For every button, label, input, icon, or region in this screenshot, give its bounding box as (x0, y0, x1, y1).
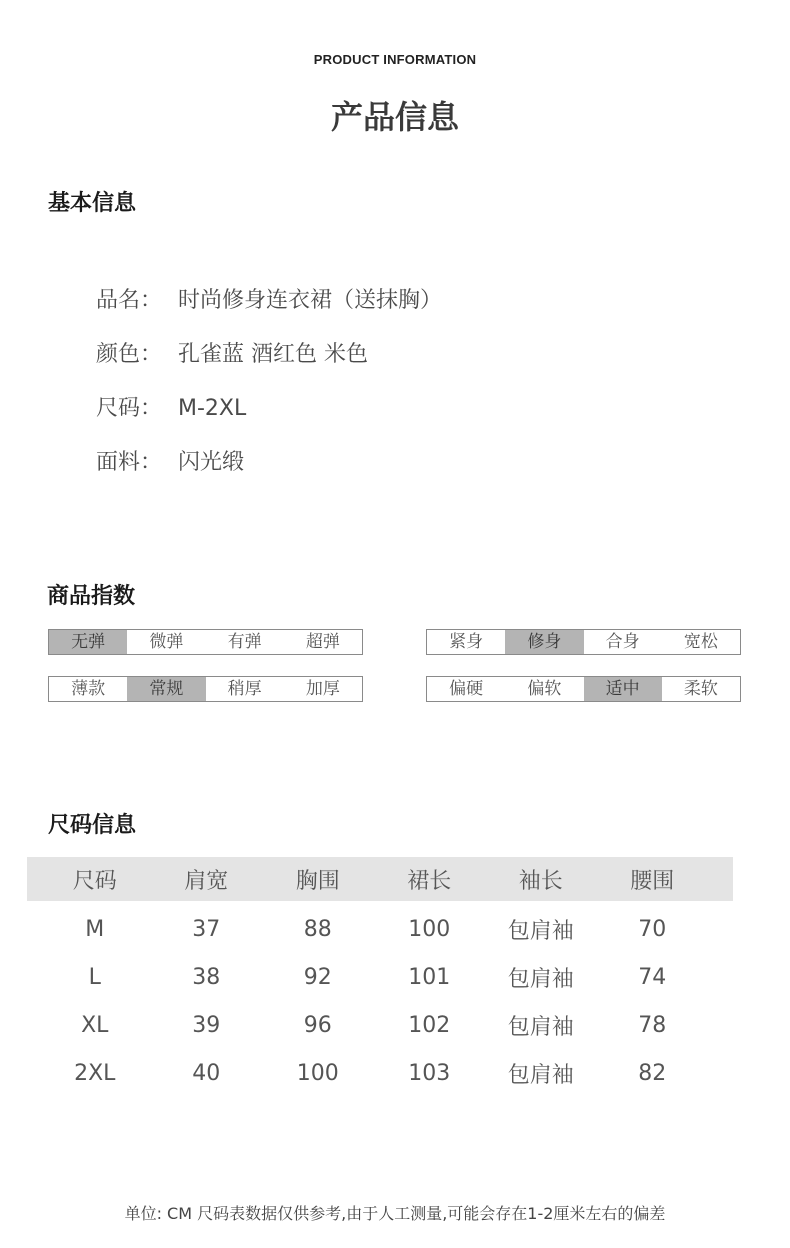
size-cell: 88 (303, 916, 332, 942)
header-title-en: PRODUCT INFORMATION (313, 52, 477, 67)
size-cell: 38 (192, 964, 221, 990)
info-label: 颜色： (96, 342, 163, 367)
size-disclaimer: 单位: CM 尺码表数据仅供参考,由于人工测量,可能会存在1-2厘米左右的偏差 (124, 1204, 666, 1223)
size-table-header (27, 857, 733, 901)
size-header-cell: 裙长 (407, 868, 452, 894)
fit-index (426, 629, 741, 655)
info-label: 面料： (96, 450, 163, 475)
size-cell: 37 (192, 916, 221, 942)
index-option: 薄款 (71, 679, 106, 699)
size-cell: XL (81, 1012, 109, 1038)
size-cell: 70 (638, 916, 667, 942)
index-option: 偏软 (527, 679, 562, 699)
size-cell: 包肩袖 (507, 1062, 574, 1088)
size-cell: 100 (296, 1060, 339, 1086)
index-option: 偏硬 (449, 679, 484, 699)
size-cell: 74 (638, 964, 667, 990)
index-option: 有弹 (227, 632, 262, 652)
basic-info-title: 基本信息 (48, 191, 137, 216)
size-header-cell: 腰围 (630, 868, 675, 894)
info-row-name (96, 284, 442, 318)
info-value: 时尚修身连衣裙（送抹胸） (178, 288, 443, 313)
table-row (27, 953, 733, 1001)
index-option: 宽松 (683, 632, 718, 652)
size-cell: L (88, 964, 101, 990)
info-label: 尺码： (96, 396, 163, 421)
thickness-index (48, 676, 363, 702)
info-value: 闪光缎 (178, 450, 245, 475)
size-header-cell: 肩宽 (184, 868, 229, 894)
size-cell: 100 (408, 916, 451, 942)
softness-index (426, 676, 741, 702)
size-cell: 103 (408, 1060, 451, 1086)
size-cell: 40 (192, 1060, 221, 1086)
size-cell: 2XL (74, 1060, 116, 1086)
info-value: M-2XL (178, 396, 247, 421)
index-option: 柔软 (683, 679, 718, 699)
size-cell: 102 (408, 1012, 451, 1038)
header-title-cn: 产品信息 (330, 98, 459, 136)
index-option-selected: 适中 (584, 677, 662, 701)
size-info-title: 尺码信息 (48, 813, 137, 838)
table-row (27, 1001, 733, 1049)
index-option: 加厚 (305, 679, 340, 699)
size-header-cell: 胸围 (295, 868, 340, 894)
index-option: 微弹 (149, 632, 184, 652)
index-option-selected: 无弹 (49, 630, 127, 654)
table-row (27, 1049, 733, 1097)
info-row-color (96, 338, 368, 372)
size-cell: M (85, 916, 105, 942)
product-index-title: 商品指数 (47, 584, 136, 609)
info-row-size (96, 392, 246, 426)
size-cell: 92 (303, 964, 332, 990)
size-cell: 82 (638, 1060, 667, 1086)
size-cell: 96 (303, 1012, 332, 1038)
size-cell: 包肩袖 (507, 966, 574, 992)
index-option: 超弹 (305, 632, 340, 652)
size-table (27, 857, 733, 1097)
size-cell: 包肩袖 (507, 1014, 574, 1040)
index-option: 合身 (605, 632, 640, 652)
table-row (27, 905, 733, 953)
info-label: 品名： (96, 288, 163, 313)
size-cell: 39 (192, 1012, 221, 1038)
info-value: 孔雀蓝 酒红色 米色 (178, 342, 368, 367)
size-header-cell: 袖长 (518, 868, 563, 894)
size-header-cell: 尺码 (72, 868, 117, 894)
index-option: 紧身 (449, 632, 484, 652)
index-option-selected: 修身 (505, 630, 583, 654)
size-cell: 101 (408, 964, 451, 990)
elasticity-index (48, 629, 363, 655)
index-option-selected: 常规 (127, 677, 205, 701)
index-option: 稍厚 (227, 679, 262, 699)
info-row-fabric (96, 446, 244, 480)
size-cell: 包肩袖 (507, 918, 574, 944)
size-cell: 78 (638, 1012, 667, 1038)
